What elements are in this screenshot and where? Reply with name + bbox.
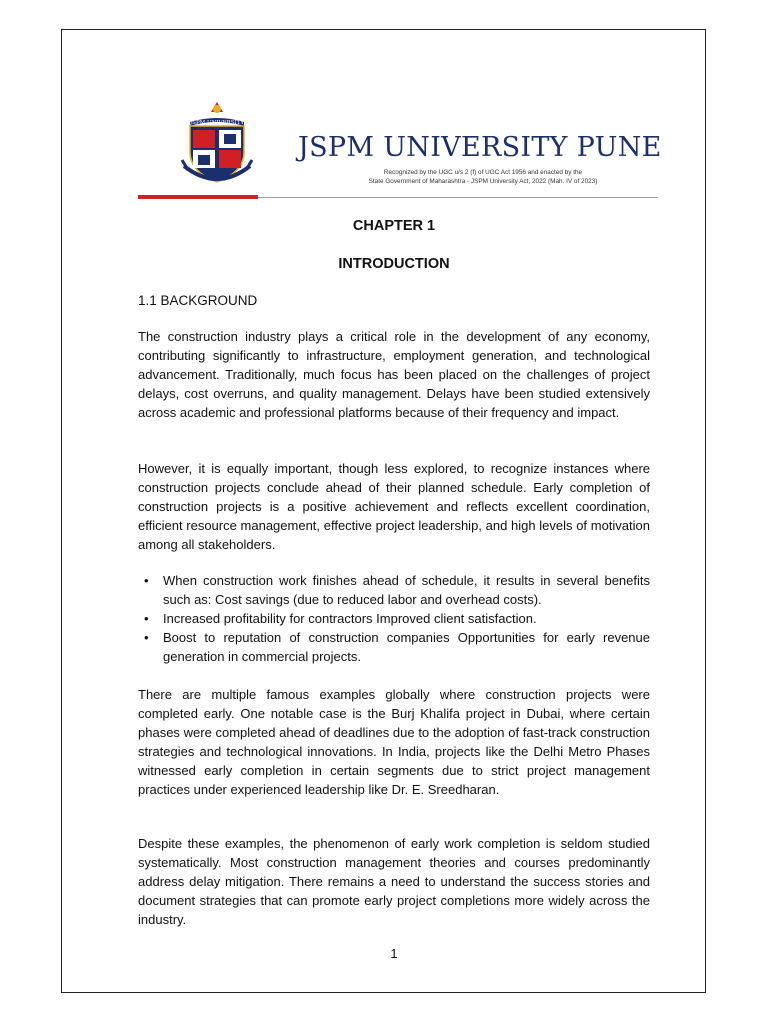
paragraph: The construction industry plays a critical role in the development of any economy, contributing significantly to infrastructure, employment generation, and technological advancement. Traditionally, much focus has been placed on the challenges of project delays, cost overruns, and quality management. Delays have been studied extensively across academic and professional platforms because of their frequency and impact. <box>138 329 650 420</box>
bullet-icon: • <box>144 573 149 588</box>
paragraph: There are multiple famous examples globally where construction projects were completed early. One notable case is the Burj Khalifa project in Dubai, where certain phases were completed ahead of deadlines due to the adoption of fast-track construction strategies and technological innovations. In India, projects like the Delhi Metro Phases witnessed early completion in certain segments due to strict project management practices under experienced leadership like Dr. E. Sreedharan. <box>138 687 650 797</box>
list-item-text: Increased profitability for contractors Improved client satisfaction. <box>163 611 537 626</box>
paragraph: However, it is equally important, though less explored, to recognize instances where construction projects conclude ahead of their planned schedule. Early completion of construction projects is a positive achievement and reflects excellent coordination, efficient resource management, effective project leadership, and high levels of motivation among all stakeholders. <box>138 461 650 552</box>
recognition-line-2: State Government of Maharashtra - JSPM University Act, 2022 (Mah. IV of 2023) <box>368 178 598 185</box>
list-item-text: When construction work finishes ahead of schedule, it results in several benefits such as: Cost savings (due to reduced labor and overhead costs). <box>163 573 650 607</box>
letterhead <box>138 100 662 200</box>
page-number: 1 <box>390 946 398 961</box>
chapter-number: CHAPTER 1 <box>352 218 436 234</box>
paragraph: Despite these examples, the phenomenon of early work completion is seldom studied systematically. Most construction management theories and courses predominantly address delay mitigation. There remains a need to understand the success stories and document strategies that can promote early project completions more widely across the industry. <box>138 836 650 927</box>
bullet-icon: • <box>144 630 149 645</box>
header-rule-red <box>138 195 258 199</box>
list-item <box>138 571 650 609</box>
list-item <box>138 609 650 628</box>
university-name: JSPM UNIVERSITY PUNE <box>298 132 662 163</box>
header-rule-gray <box>258 197 658 198</box>
list-item-text: Boost to reputation of construction companies Opportunities for early revenue generation in commercial projects. <box>163 630 650 664</box>
chapter-title: INTRODUCTION <box>338 256 450 272</box>
university-crest-logo <box>178 100 256 192</box>
bullet-list <box>138 571 650 666</box>
recognition-line-1: Recognized by the UGC u/s 2 (f) of UGC Act 1956 and enacted by the <box>383 169 583 176</box>
recognition-text <box>313 168 653 186</box>
list-item <box>138 628 650 666</box>
bullet-icon: • <box>144 611 149 626</box>
section-heading: 1.1 BACKGROUND <box>138 293 258 308</box>
crest-text: JSPM UNIVERSITY <box>189 120 245 126</box>
